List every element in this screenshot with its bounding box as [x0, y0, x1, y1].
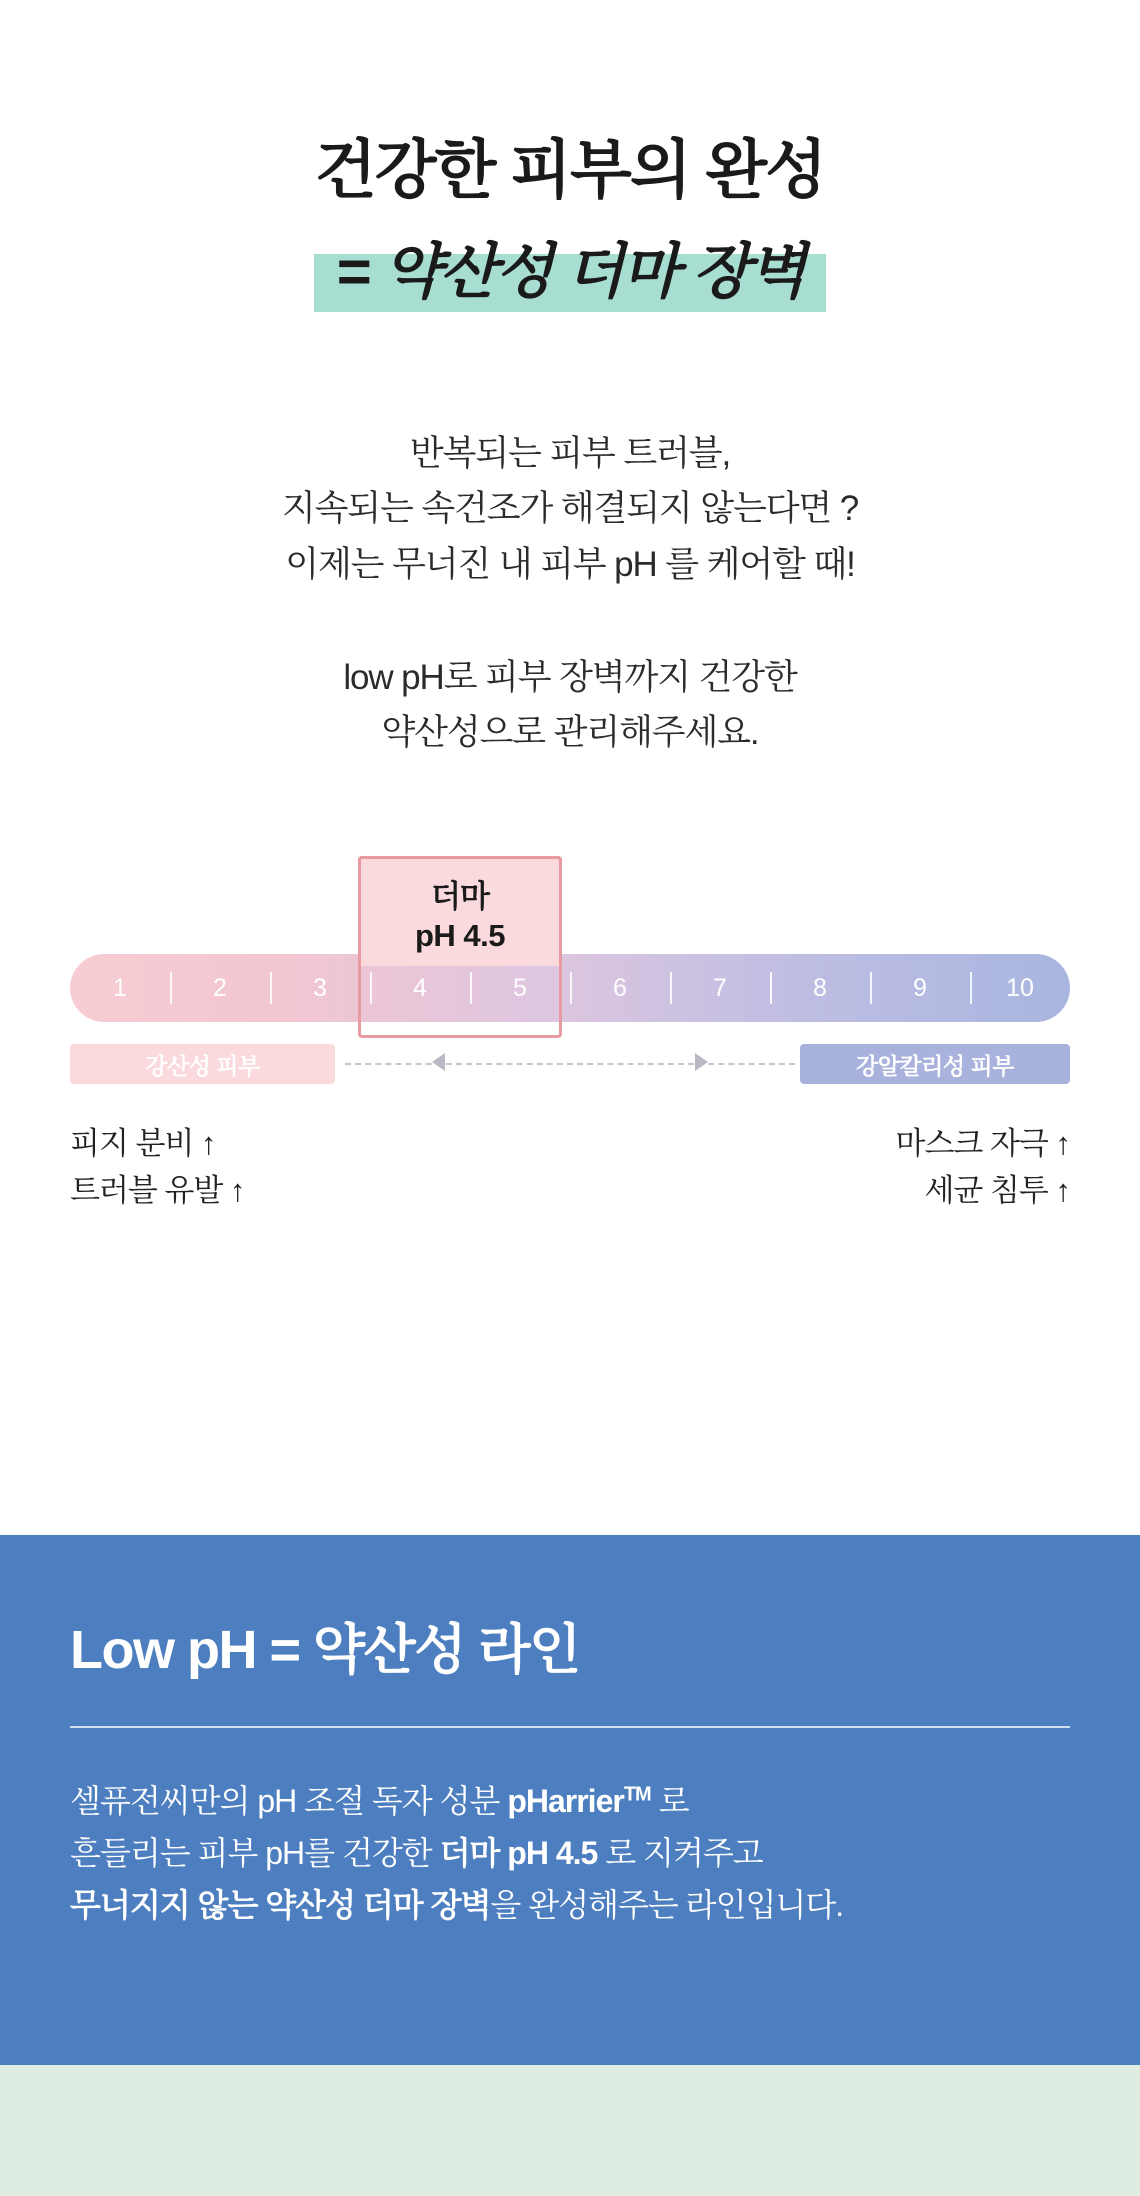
intro-line: low pH로 피부 장벽까지 건강한 — [343, 657, 797, 697]
derma-ph-value: 더마 pH 4.5 — [439, 1834, 598, 1871]
body-text: 셀퓨전씨만의 pH 조절 독자 성분 — [70, 1783, 508, 1819]
acid-skin-tag: 강산성 피부 — [70, 1044, 335, 1084]
alkaline-skin-tag: 강알칼리성 피부 — [800, 1044, 1070, 1084]
ph-tick: 5 — [470, 954, 570, 1022]
intro-line: 이제는 무너진 내 피부 pH 를 케어할 때! — [285, 544, 855, 584]
arrow-left-icon — [432, 1053, 445, 1071]
derma-callout — [358, 856, 562, 966]
notes-left — [70, 1121, 244, 1214]
headline-highlight-wrap — [0, 232, 1140, 314]
ph-tick: 6 — [570, 954, 670, 1022]
intro-line: 지속되는 속건조가 해결되지 않는다면 ? — [281, 489, 859, 529]
note-line: 세균 침투 ↑ — [924, 1172, 1070, 1208]
ph-scale-diagram — [0, 856, 1140, 1256]
intro-line: 약산성으로 관리해주세요. — [381, 713, 759, 753]
section-body-line — [70, 1776, 1070, 1828]
section-body — [70, 1776, 1070, 1931]
section-body-line — [70, 1880, 1070, 1932]
barrier-phrase: 무너지지 않는 약산성 더마 장벽 — [70, 1886, 491, 1923]
footer-strip — [0, 2065, 1140, 2196]
ph-scale-bar — [70, 954, 1070, 1022]
note-line: 트러블 유발 ↑ — [70, 1172, 245, 1208]
note-line: 피지 분비 ↑ — [70, 1126, 216, 1162]
intro-line: 반복되는 피부 트러블, — [409, 434, 731, 473]
ph-tick: 2 — [170, 954, 270, 1022]
headline-highlight: = 약산성 더마 장벽 — [314, 232, 827, 314]
arrow-right-icon — [695, 1053, 708, 1071]
body-text: 흔들리는 피부 pH를 건강한 — [70, 1834, 440, 1871]
low-ph-line-section — [0, 1535, 1140, 2065]
note-line: 마스크 자극 ↑ — [895, 1126, 1070, 1162]
body-text: 로 지켜주고 — [597, 1834, 763, 1871]
ph-tick: 9 — [870, 954, 970, 1022]
notes-right — [896, 1121, 1070, 1214]
body-text: 을 완성해주는 라인입니다. — [490, 1886, 844, 1923]
ph-tick: 1 — [113, 973, 127, 1002]
intro-paragraph-1 — [0, 426, 1140, 592]
ph-tick: 7 — [670, 954, 770, 1022]
trademark-mark: TM — [623, 1783, 651, 1806]
page-title: 건강한 피부의 완성 — [314, 134, 826, 206]
section-title: Low pH = 약산성 라인 — [70, 1620, 580, 1680]
ph-tick: 4 — [370, 954, 470, 1022]
ph-tick: 8 — [770, 954, 870, 1022]
range-connector-line — [345, 1063, 795, 1065]
section-divider — [70, 1726, 1070, 1728]
body-text: 로 — [650, 1783, 689, 1819]
intro-paragraph-2 — [0, 650, 1140, 761]
section-body-line — [70, 1828, 1070, 1880]
derma-callout-value: pH 4.5 — [414, 918, 506, 954]
ph-tick: 3 — [270, 954, 370, 1022]
ingredient-name: pHarrier — [507, 1783, 624, 1819]
derma-callout-title: 더마 — [431, 879, 489, 915]
ph-tick: 10 — [970, 954, 1070, 1022]
